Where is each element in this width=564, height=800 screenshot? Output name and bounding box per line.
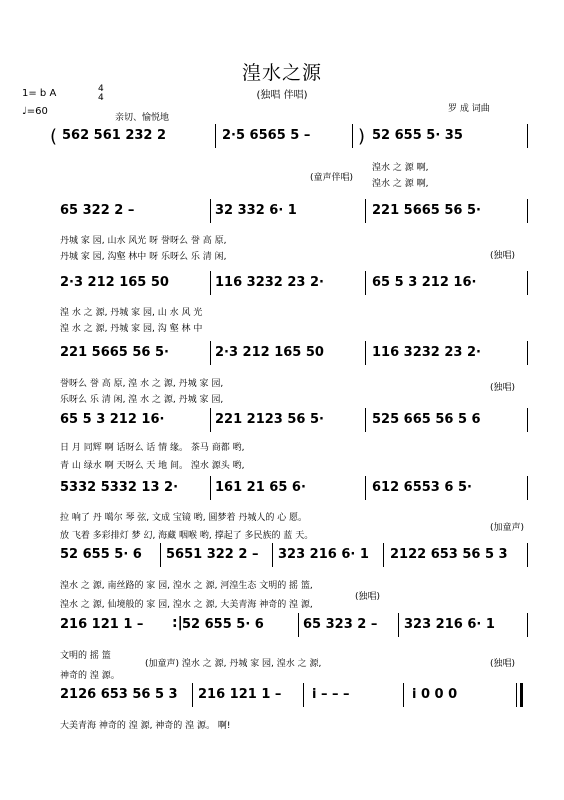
notation-segment: 65 5 3 212 16·	[60, 412, 165, 427]
bar-line	[210, 341, 211, 365]
performance-note: (独唱)	[355, 592, 381, 602]
song-title: 湟水之源	[241, 62, 322, 84]
expression-marking: 亲切、愉悦地	[115, 113, 170, 123]
composer-credit: 罗 成 词曲	[448, 104, 490, 114]
notation-segment: i – – –	[312, 687, 350, 702]
bar-line	[365, 476, 366, 500]
time-denominator: 4	[98, 93, 104, 103]
notation-segment: 65 323 2 –	[303, 617, 378, 632]
lyric-line: 拉 响了 丹 噶尔 琴 弦, 文成 宝镜 哟, 圆梦着 丹城人的 心 愿。	[60, 513, 308, 523]
repeat-sign: :|	[172, 615, 183, 631]
bar-line	[527, 124, 528, 148]
key-text: 1= b A	[22, 88, 57, 99]
notation-segment: 2·3 212 165 50	[60, 275, 169, 290]
notation-segment: 116 3232 23 2·	[372, 345, 481, 360]
lyric-line: 湟水 之 源 啊,	[372, 163, 429, 173]
lyric-line: 湟 水 之 源, 丹城 家 园, 山 水 风 光	[60, 308, 203, 318]
lyric-line: 湟水 之 源 啊,	[372, 179, 429, 189]
bar-line	[210, 271, 211, 295]
close-paren: )	[358, 126, 366, 147]
bar-line	[365, 199, 366, 223]
notation-segment: 65 5 3 212 16·	[372, 275, 477, 290]
performance-note: (独唱)	[490, 251, 516, 261]
score-line-1	[0, 128, 564, 148]
bar-line	[403, 683, 404, 707]
score-line-8	[0, 617, 564, 637]
open-paren: (	[50, 126, 58, 147]
notation-segment: 52 655 5· 6	[60, 547, 142, 562]
lyric-line: (加童声) 湟水 之 源, 丹城 家 园, 湟水 之 源,	[145, 659, 322, 669]
notation-segment: 52 655 5· 35	[372, 128, 463, 143]
lyric-line: 誉呀么 誉 高 原, 湟 水 之 源, 丹城 家 园,	[60, 379, 224, 389]
notation-segment: 5651 322 2 –	[166, 547, 259, 562]
notation-segment: 161 21 65 6·	[215, 480, 306, 495]
score-line-2	[0, 203, 564, 223]
notation-segment: 323 216 6· 1	[404, 617, 495, 632]
bar-line	[527, 408, 528, 432]
lyric-line: 大美青海 神奇的 湟 源, 神奇的 湟 源。 啊!	[60, 721, 231, 731]
bar-line	[527, 341, 528, 365]
lyric-line: 神奇的 湟 源。	[60, 671, 120, 681]
bar-line	[398, 613, 399, 637]
lyric-line: 湟水 之 源, 南丝路的 家 园, 湟水 之 源, 河湟生态 文明的 摇 篮,	[60, 581, 313, 591]
notation-segment: i 0 0 0	[412, 687, 458, 702]
bar-line	[527, 199, 528, 223]
lyric-line: 丹城 家 园, 沟壑 林中 呀 乐呀么 乐 清 闲,	[60, 252, 227, 262]
notation-segment: 216 121 1 –	[198, 687, 282, 702]
bar-line	[298, 613, 299, 637]
notation-segment: 612 6553 6 5·	[372, 480, 472, 495]
performance-note: (童声伴唱)	[310, 173, 354, 183]
bar-line	[210, 408, 211, 432]
bar-line	[383, 543, 384, 567]
score-line-5	[0, 412, 564, 432]
bar-line	[365, 341, 366, 365]
bar-line	[272, 543, 273, 567]
bar-line	[210, 476, 211, 500]
song-subtitle: (独唱 伴唱)	[256, 90, 308, 101]
notation-segment: 32 332 6· 1	[215, 203, 297, 218]
lyric-line: 日 月 同辉 啊 话呀么 话 情 缘。 茶马 商都 哟,	[60, 443, 245, 453]
bar-line	[527, 613, 528, 637]
score-line-6	[0, 480, 564, 500]
notation-segment: 323 216 6· 1	[278, 547, 369, 562]
final-bar-line	[520, 683, 523, 707]
notation-segment: 2122 653 56 5 3	[390, 547, 508, 562]
bar-line	[527, 271, 528, 295]
key-signature	[22, 84, 104, 103]
notation-segment: 2·5 6565 5 –	[222, 128, 311, 143]
notation-segment: 5332 5332 13 2·	[60, 480, 179, 495]
lyric-line: 湟水 之 源, 仙境般的 家 园, 湟水 之 源, 大美青海 神奇的 湟 源,	[60, 600, 313, 610]
notation-segment: 2·3 212 165 50	[215, 345, 324, 360]
bar-line	[527, 476, 528, 500]
lyric-line: 湟 水 之 源, 丹城 家 园, 沟 壑 林 中	[60, 324, 203, 334]
notation-segment: 221 5665 56 5·	[60, 345, 169, 360]
performance-note: (加童声)	[490, 523, 525, 533]
lyric-line: 放 飞着 多彩排灯 梦 幻, 海藏 咽喉 哟, 撑起了 多民族的 蓝 天。	[60, 531, 314, 541]
bar-line	[210, 199, 211, 223]
score-line-4	[0, 345, 564, 365]
lyric-line: 丹城 家 园, 山水 风光 呀 誉呀么 誉 高 原,	[60, 236, 227, 246]
performance-note: (独唱)	[490, 659, 516, 669]
notation-segment: 562 561 232 2	[62, 128, 167, 143]
score-line-7	[0, 547, 564, 567]
notation-segment: 65 322 2 –	[60, 203, 135, 218]
bar-line	[365, 408, 366, 432]
notation-segment: 52 655 5· 6	[182, 617, 264, 632]
tempo-value: =60	[26, 106, 48, 117]
notation-segment: 221 2123 56 5·	[215, 412, 324, 427]
notation-segment: 525 665 56 5 6	[372, 412, 481, 427]
time-numerator: 4	[98, 84, 104, 94]
score-line-9	[0, 687, 564, 707]
bar-line	[192, 683, 193, 707]
bar-line	[215, 124, 216, 148]
score-line-3	[0, 275, 564, 295]
bar-line	[527, 543, 528, 567]
notation-segment: 116 3232 23 2·	[215, 275, 324, 290]
lyric-line: 乐呀么 乐 清 闲, 湟 水 之 源, 丹城 家 园,	[60, 395, 224, 405]
bar-line	[160, 543, 161, 567]
time-signature	[98, 85, 104, 103]
notation-segment: 216 121 1 –	[60, 617, 144, 632]
bar-line	[352, 124, 353, 148]
notation-segment: 2126 653 56 5 3	[60, 687, 178, 702]
bar-line	[516, 683, 517, 707]
performance-note: (独唱)	[490, 383, 516, 393]
lyric-line: 文明的 摇 篮	[60, 651, 111, 661]
bar-line	[303, 683, 304, 707]
tempo-marking: ♩=60	[22, 106, 48, 117]
lyric-line: 青 山 绿水 啊 天呀么 天 地 间。 湟水 源头 哟,	[60, 461, 245, 471]
notation-segment: 221 5665 56 5·	[372, 203, 481, 218]
bar-line	[365, 271, 366, 295]
